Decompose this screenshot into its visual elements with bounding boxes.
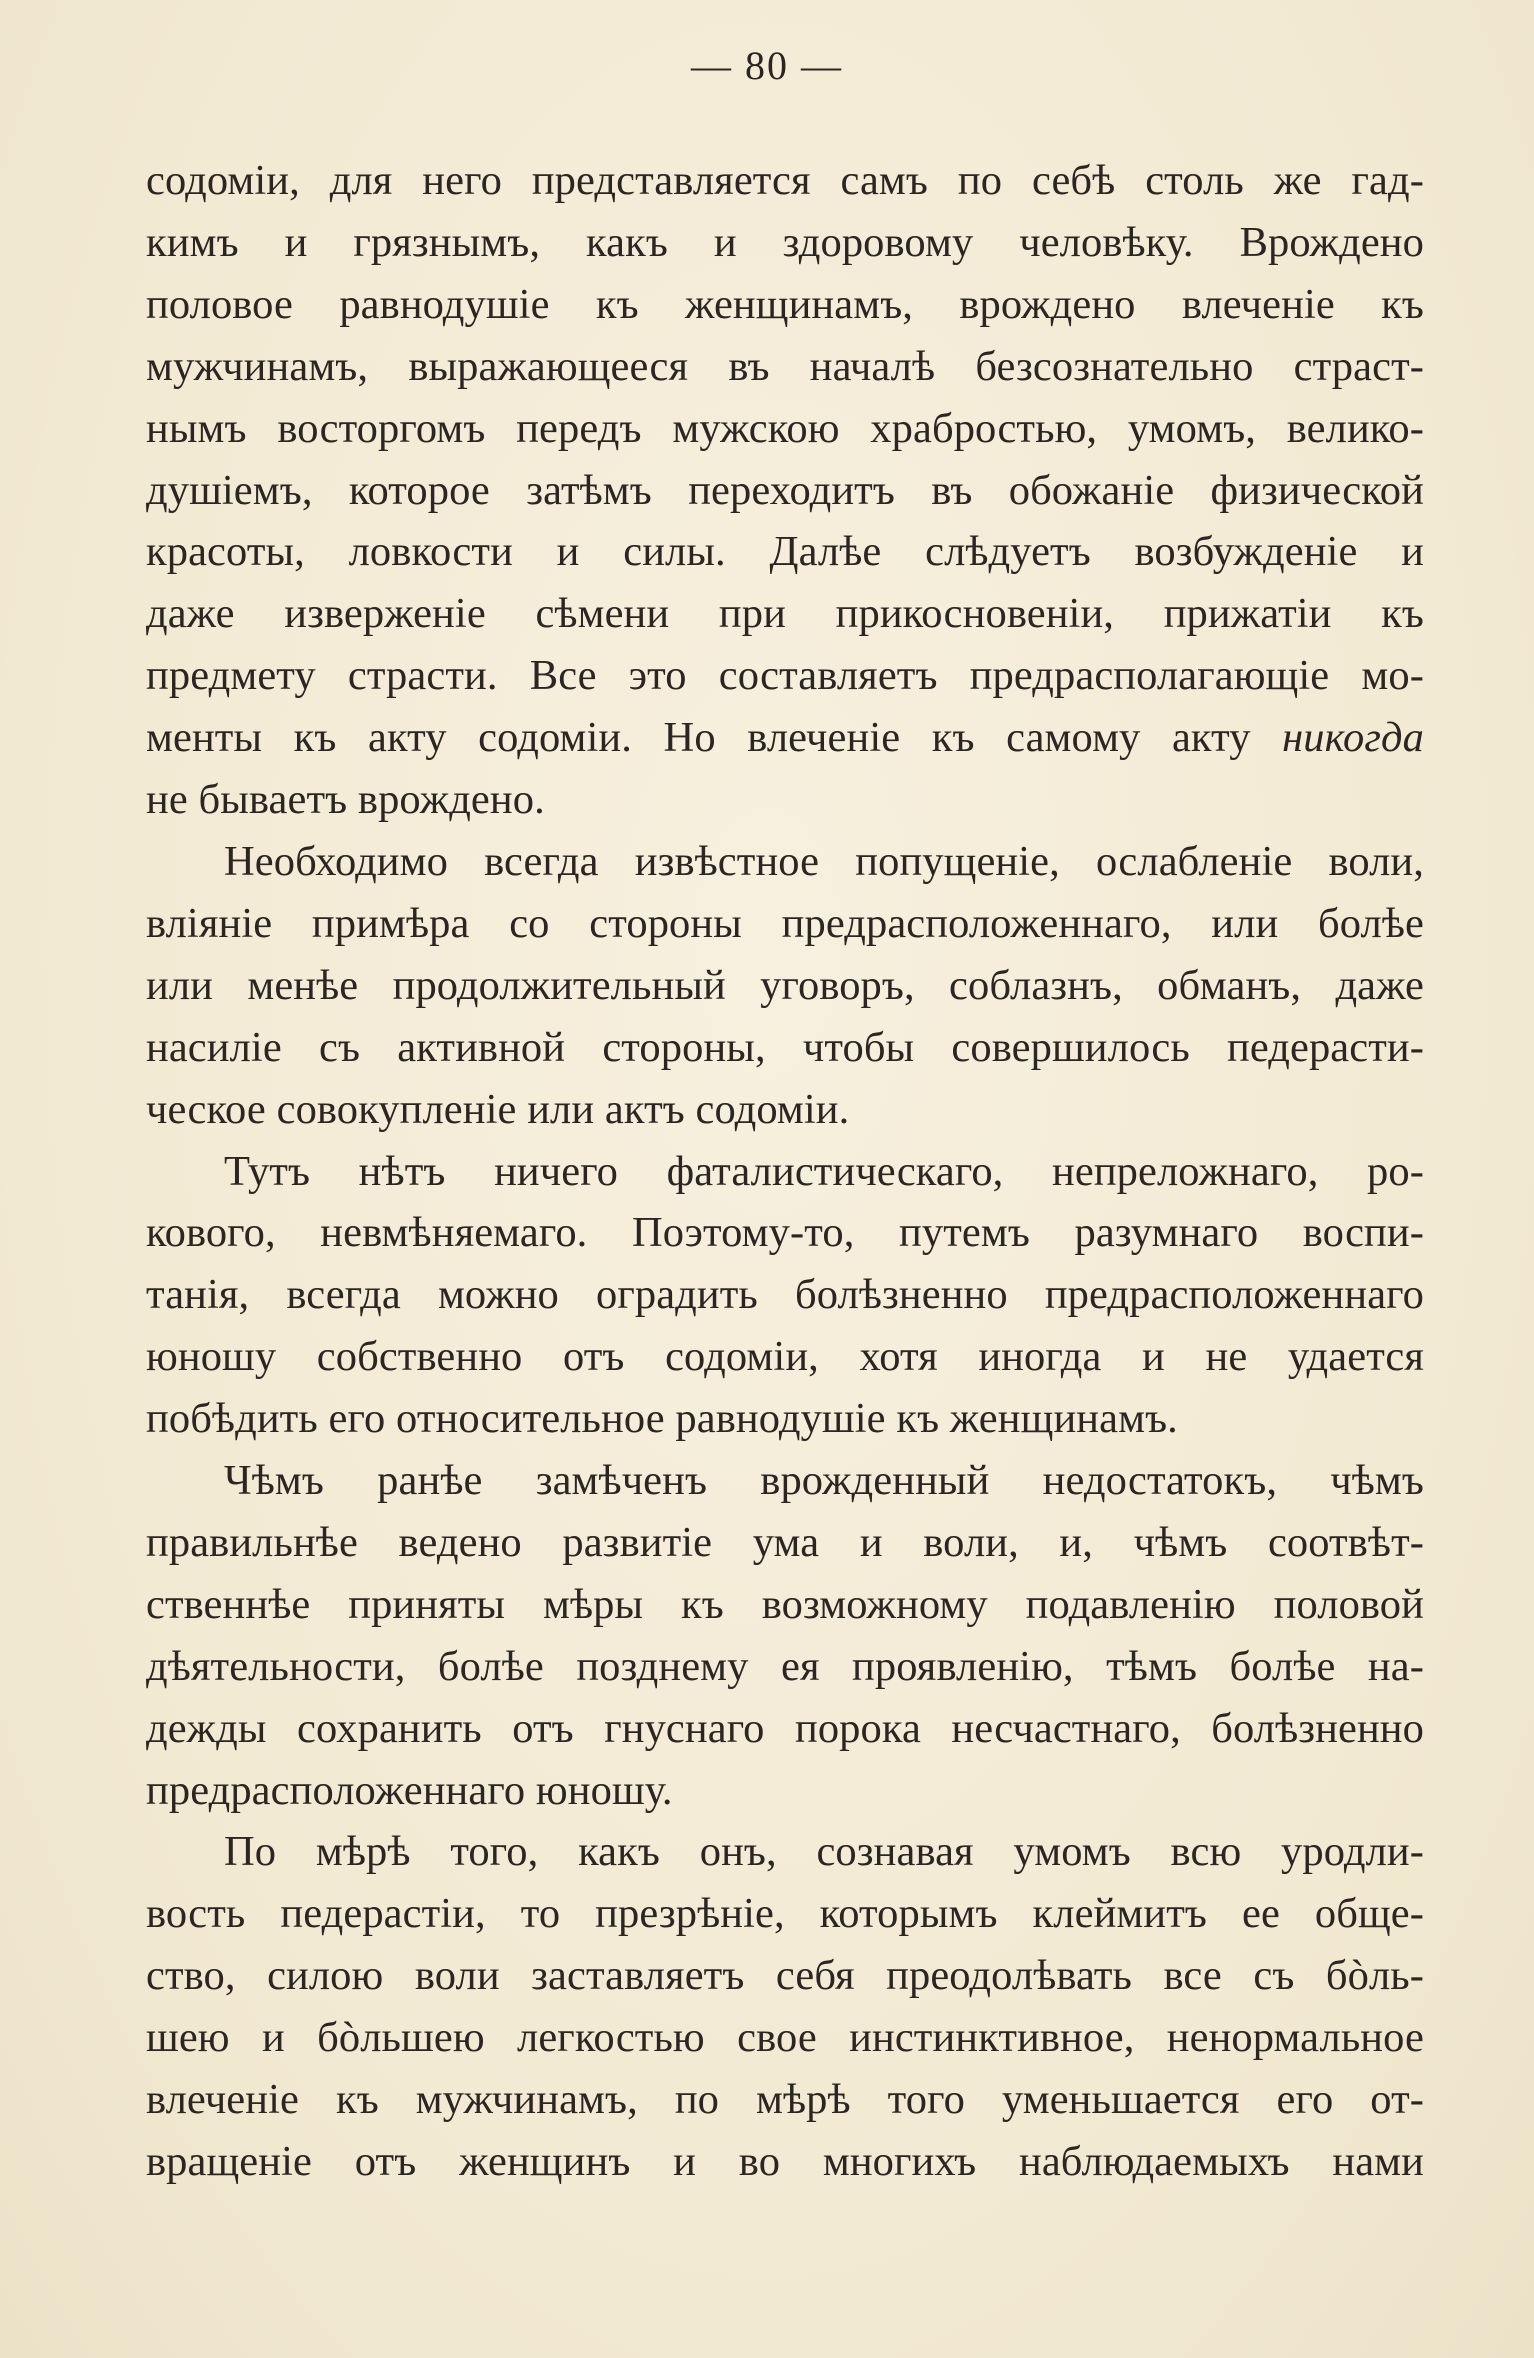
text-line: душіемъ, которое затѣмъ переходитъ въ обожаніе физической (146, 466, 1424, 514)
paragraph (146, 1141, 1424, 1451)
text-line: кового, невмѣняемаго. Поэтому-то, путемъ разумнаго воспи- (146, 1209, 1424, 1257)
text-line: содоміи, для него представляется самъ по себѣ столь же гад- (146, 157, 1424, 204)
text-line: ческое совокупленіе или актъ содоміи. (146, 1085, 850, 1133)
text-line: правильнѣе ведено развитіе ума и воли, и, чѣмъ соотвѣт- (146, 1518, 1424, 1566)
paragraph (146, 150, 1424, 831)
text-line: шею и бòльшею легкостью свое инстинктивное, ненормальное (146, 2014, 1424, 2062)
text-line: насиліе съ активной стороны, чтобы совершилось педерасти- (146, 1023, 1424, 1071)
text-line: нымъ восторгомъ передъ мужскою храбростью, умомъ, велико- (146, 404, 1424, 452)
text-line: ство, силою воли заставляетъ себя преодолѣвать все съ бòль- (146, 1952, 1424, 2000)
text-line: вліяніе примѣра со стороны предрасположеннаго, или болѣе (146, 899, 1424, 947)
text-line: или менѣе продолжительный уговоръ, соблазнъ, обманъ, даже (146, 961, 1424, 1009)
text-line: По мѣрѣ того, какъ онъ, сознавая умомъ всю уродли- (224, 1828, 1424, 1876)
text-line: половое равнодушіе къ женщинамъ, врождено влеченіе къ (146, 280, 1424, 328)
text-line: предрасположеннаго юношу. (146, 1766, 673, 1814)
text-line: Необходимо всегда извѣстное попущеніе, ослабленіе воли, (224, 837, 1424, 885)
page-number: — 80 — (691, 43, 843, 88)
text-line: юношу собственно отъ содоміи, хотя иногда и не удается (146, 1333, 1424, 1381)
text-line: танія, всегда можно оградить болѣзненно предрасположеннаго (146, 1271, 1424, 1319)
text-line: дѣятельности, болѣе позднему ея проявленію, тѣмъ болѣе на- (146, 1642, 1424, 1690)
text-line: вость педерастіи, то презрѣніе, которымъ клеймитъ ее обще- (146, 1890, 1424, 1938)
text-line: вращеніе отъ женщинъ и во многихъ наблюдаемыхъ нами (146, 2138, 1424, 2185)
text-line: даже изверженіе сѣмени при прикосновеніи, прижатіи къ (146, 590, 1424, 638)
paragraph (146, 831, 1424, 1141)
text-line: красоты, ловкости и силы. Далѣе слѣдуетъ возбужденіе и (146, 528, 1424, 576)
text-line: побѣдить его относительное равнодушіе къ женщинамъ. (146, 1395, 1178, 1443)
text-line: мужчинамъ, выражающееся въ началѣ безсознательно страст- (146, 342, 1424, 390)
body-text (146, 150, 1424, 2193)
text-line: Тутъ нѣтъ ничего фаталистическаго, непреложнаго, ро- (224, 1147, 1424, 1195)
text-line-with-emphasis: менты къ акту содоміи. Но влеченіе къ самому акту никогда (146, 714, 1424, 762)
text-line: предмету страсти. Все это составляетъ предрасполагающіе мо- (146, 652, 1424, 700)
text-line: Чѣмъ ранѣе замѣченъ врожденный недостатокъ, чѣмъ (224, 1457, 1424, 1505)
text-line: влеченіе къ мужчинамъ, по мѣрѣ того уменьшается его от- (146, 2076, 1424, 2124)
text-line: ственнѣе приняты мѣры къ возможному подавленію половой (146, 1580, 1424, 1628)
emphasized-word: никогда (1282, 714, 1424, 762)
paragraph (146, 1450, 1424, 1821)
text-line: кимъ и грязнымъ, какъ и здоровому человѣку. Врождено (146, 218, 1424, 266)
text-line: дежды сохранить отъ гнуснаго порока несчастнаго, болѣзненно (146, 1704, 1424, 1752)
text-line: не бываетъ врождено. (146, 776, 545, 824)
paragraph (146, 1821, 1424, 2192)
